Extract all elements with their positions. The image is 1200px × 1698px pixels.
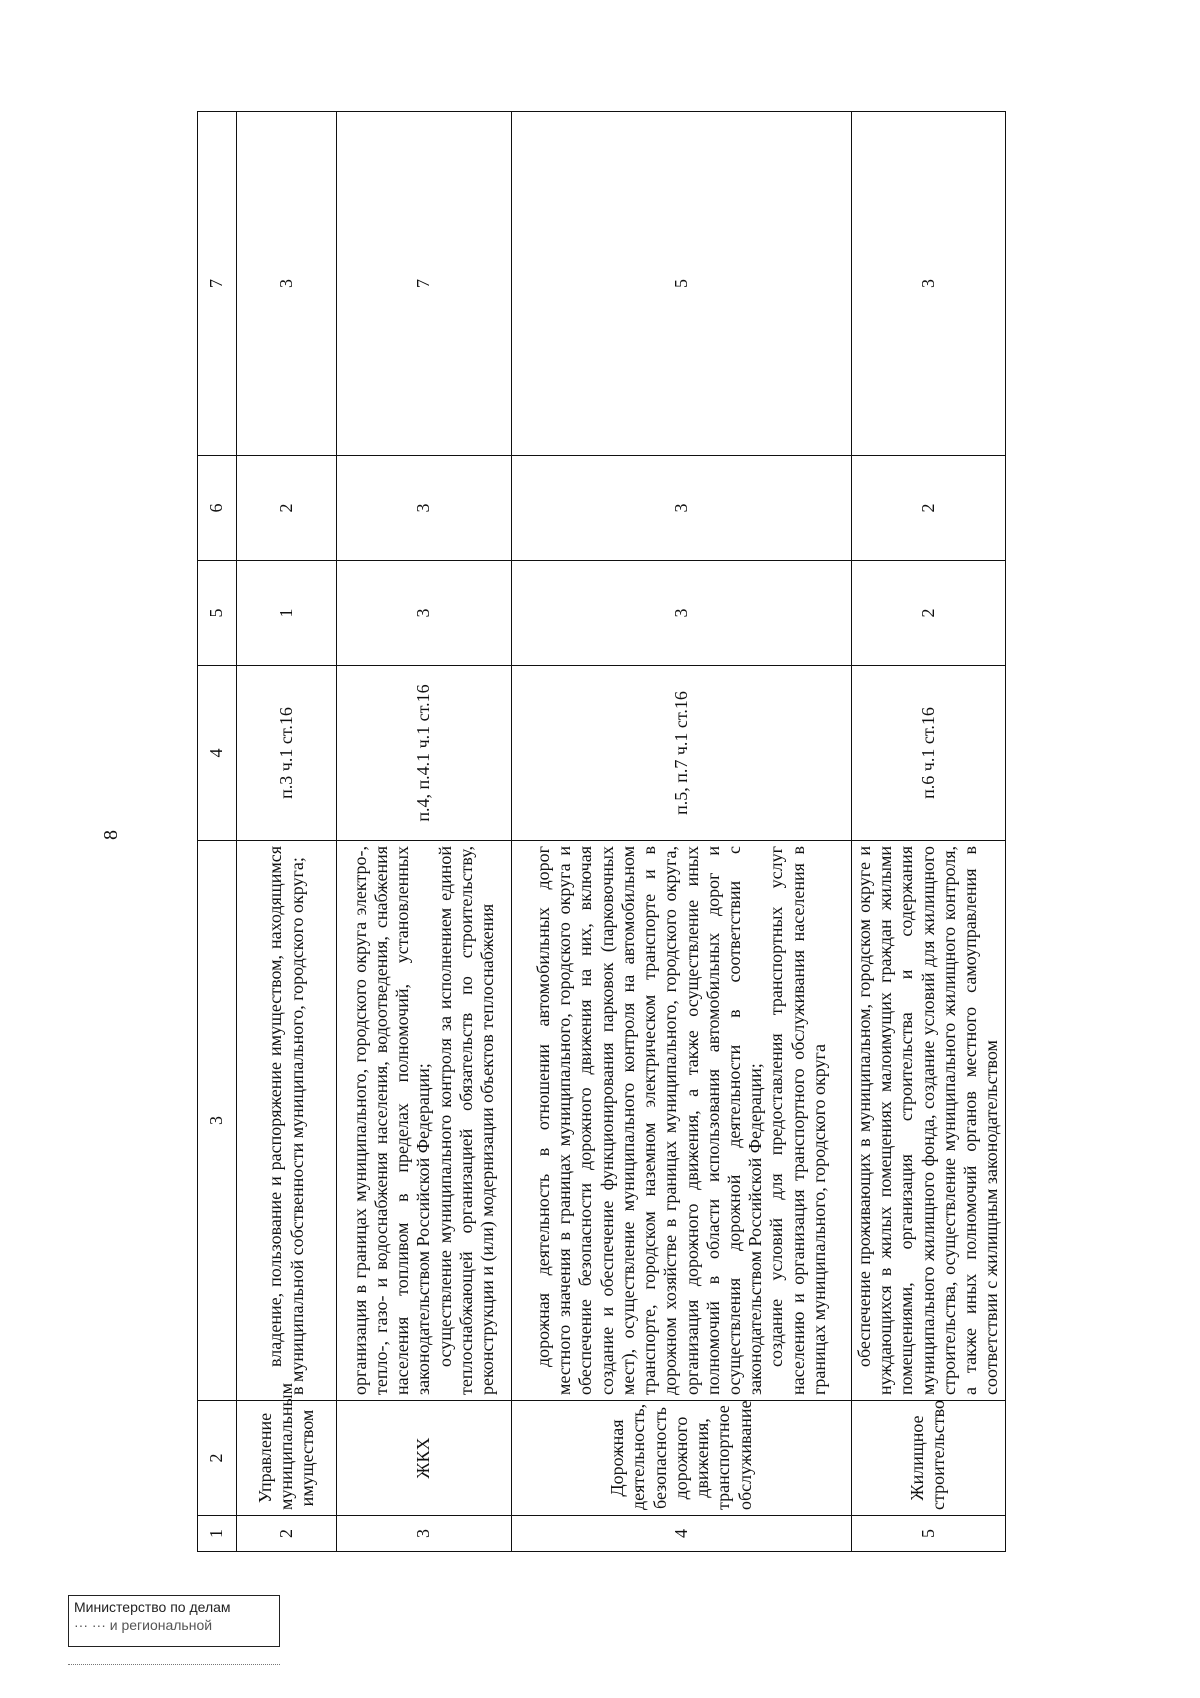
powers-description (337, 841, 512, 1401)
header-cell: 3 (198, 841, 237, 1401)
value-col6: 3 (512, 456, 852, 561)
rotated-table-wrapper (197, 112, 1002, 1552)
value-col5: 1 (237, 561, 337, 666)
law-reference: п.4, п.4.1 ч.1 ст.16 (337, 666, 512, 841)
stamp-line: Министерство по делам (74, 1599, 231, 1615)
table-row (852, 112, 1006, 1552)
description-paragraph: владение, пользование и распоряжение имуществом, находящимся в муниципальной собственности муниципального, городского округа; (265, 846, 307, 1395)
row-number: 2 (237, 1516, 337, 1552)
header-cell: 7 (198, 112, 237, 456)
description-paragraph: дорожная деятельность в отношении автомобильных дорог местного значения в границах муниципального, городского округа и обеспечение безопасности дорожного движения на них, включая создание и обеспечение функционирования парковок (парковочных мест), осуществление муниципального контроля на автомобильном транспорте, городском наземном электрическом транспорте и в дорожном хозяйстве в границах муниципального, городского округа, организация дорожного движения, а также осуществление иных полномочий в области использования автомобильных дорог и осуществления дорожной деятельности в соответствии с законодательством Российской Федерации; (532, 846, 766, 1395)
powers-description (237, 841, 337, 1401)
header-cell: 5 (198, 561, 237, 666)
row-number: 3 (337, 1516, 512, 1552)
row-number: 4 (512, 1516, 852, 1552)
header-cell: 4 (198, 666, 237, 841)
value-col5: 3 (512, 561, 852, 666)
header-cell: 1 (198, 1516, 237, 1552)
registration-stamp (68, 1595, 280, 1647)
stamp-divider (68, 1664, 280, 1665)
activity-area: ЖКХ (337, 1401, 512, 1516)
stamp-line: ··· ··· и региональной (74, 1617, 213, 1633)
table-row (337, 112, 512, 1552)
value-col6: 3 (337, 456, 512, 561)
value-col7: 7 (337, 112, 512, 456)
competency-table (197, 111, 1006, 1552)
law-reference: п.5, п.7 ч.1 ст.16 (512, 666, 852, 841)
activity-area: Дорожная деятельность, безопасность дорожного движения, транспортное обслуживание (512, 1401, 852, 1516)
table-row (237, 112, 337, 1552)
value-col6: 2 (852, 456, 1006, 561)
table-row (512, 112, 852, 1552)
powers-description (512, 841, 852, 1401)
table-header-row (198, 112, 237, 1552)
value-col5: 3 (337, 561, 512, 666)
value-col6: 2 (237, 456, 337, 561)
header-cell: 6 (198, 456, 237, 561)
powers-description (852, 841, 1006, 1401)
activity-area: Жилищное строительство (852, 1401, 1006, 1516)
value-col5: 2 (852, 561, 1006, 666)
page-number: 8 (100, 830, 122, 840)
row-number: 5 (852, 1516, 1006, 1552)
value-col7: 3 (852, 112, 1006, 456)
value-col7: 3 (237, 112, 337, 456)
header-cell: 2 (198, 1401, 237, 1516)
description-paragraph: осуществление муниципального контроля за исполнением единой теплоснабжающей организацией обязательств по строительству, реконструкции и (или) модернизации объектов теплоснабжения (434, 846, 498, 1395)
description-paragraph: создание условий для предоставления транспортных услуг населению и организация транспортного обслуживания населения в границах муниципального, городского округа (766, 846, 829, 1395)
value-col7: 5 (512, 112, 852, 456)
law-reference: п.3 ч.1 ст.16 (237, 666, 337, 841)
law-reference: п.6 ч.1 ст.16 (852, 666, 1006, 841)
activity-area: Управление муниципальным имуществом (237, 1401, 337, 1516)
description-paragraph: организация в границах муниципального, городского округа электро-, тепло-, газо- и водоснабжения населения, водоотведения, снабжения населения топливом в пределах полномочий, установленных законодательством Российской Федерации; (349, 846, 434, 1395)
description-paragraph: обеспечение проживающих в муниципальном, городском округе и нуждающихся в жилых помещениях малоимущих граждан жилыми помещениями, организация строительства и содержания муниципального жилищного фонда, создание условий для жилищного строительства, осуществление муниципального жилищного контроля, а также иных полномочий органов местного самоуправления в соответствии с жилищным законодательством (854, 846, 1002, 1395)
